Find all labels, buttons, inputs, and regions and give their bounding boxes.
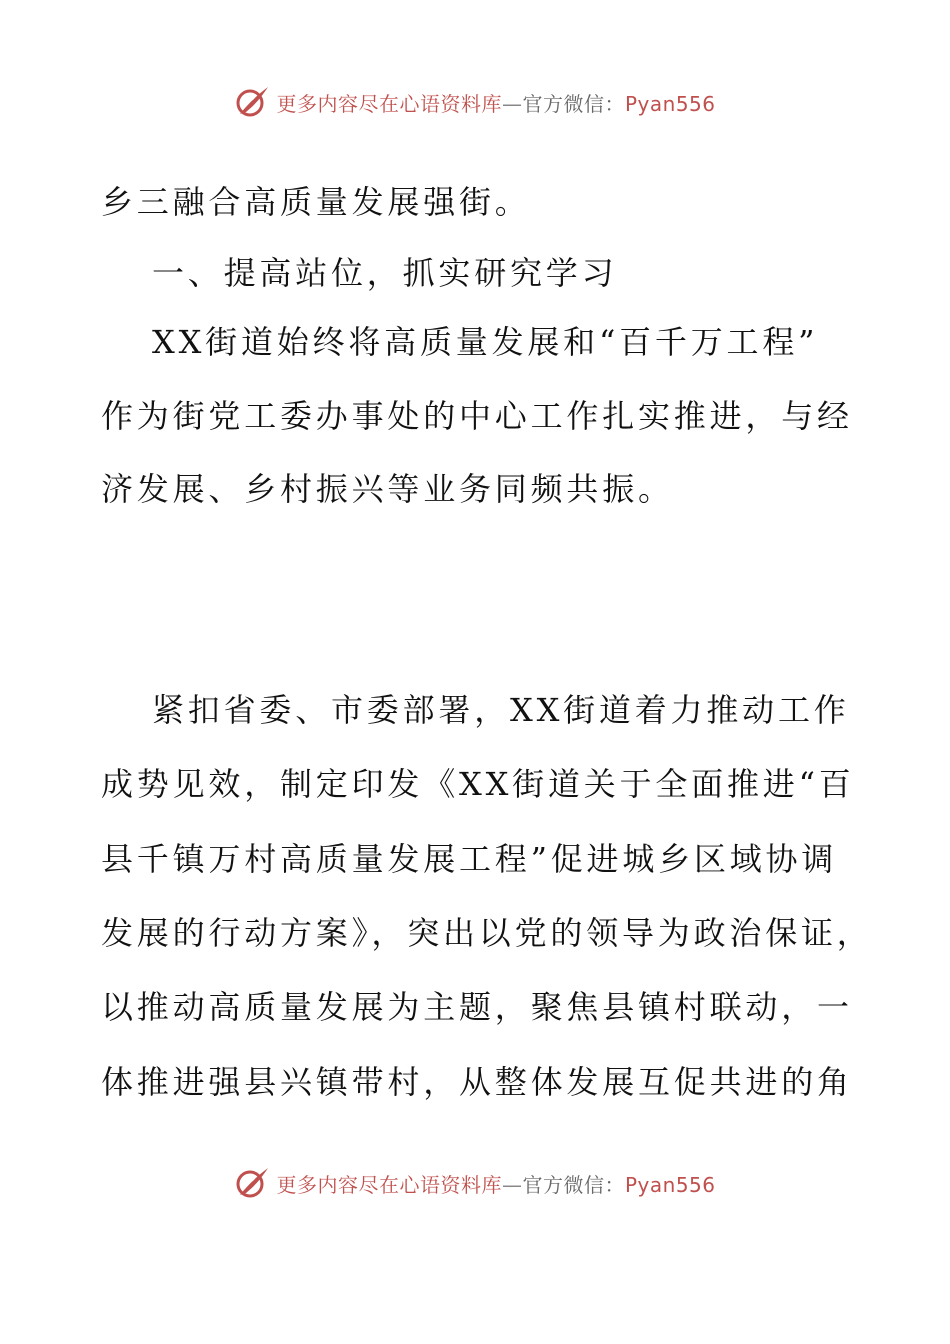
quill-logo-icon xyxy=(234,84,270,120)
paragraph-line: 作为街党工委办事处的中心工作扎实推进，与经 xyxy=(101,397,853,435)
watermark-wechat-label: 官方微信： xyxy=(522,91,625,116)
paragraph-line: 县千镇万村高质量发展工程”促进城乡区域协调 xyxy=(101,840,838,878)
quill-logo-icon xyxy=(234,1165,270,1201)
watermark-wechat-id: Pyan556 xyxy=(624,1172,716,1197)
header-watermark xyxy=(0,82,950,122)
paragraph-line: 发展的行动方案》，突出以党的领导为政治保证， xyxy=(101,914,873,952)
paragraph-line: 以推动高质量发展为主题，聚焦县镇村联动，一 xyxy=(101,988,853,1026)
section-heading: 一、提高站位，抓实研究学习 xyxy=(152,254,618,292)
paragraph-line: XX街道始终将高质量发展和“百千万工程” xyxy=(152,323,819,361)
paragraph-line: 济发展、乡村振兴等业务同频共振。 xyxy=(101,470,674,508)
paragraph-line: 紧扣省委、市委部署，XX街道着力推动工作 xyxy=(152,691,850,729)
watermark-wechat-id: Pyan556 xyxy=(624,91,716,116)
watermark-separator: — xyxy=(501,91,523,116)
paragraph-line: 乡三融合高质量发展强街。 xyxy=(101,183,531,221)
watermark-wechat-label: 官方微信： xyxy=(522,1172,625,1197)
watermark-brand: 更多内容尽在心语资料库 xyxy=(276,91,502,116)
watermark-brand: 更多内容尽在心语资料库 xyxy=(276,1172,502,1197)
paragraph-line: 体推进强县兴镇带村，从整体发展互促共进的角 xyxy=(101,1063,853,1101)
watermark-separator: — xyxy=(501,1172,523,1197)
paragraph-line: 成势见效，制定印发《XX街道关于全面推进“百 xyxy=(101,765,855,803)
footer-watermark xyxy=(0,1163,950,1203)
